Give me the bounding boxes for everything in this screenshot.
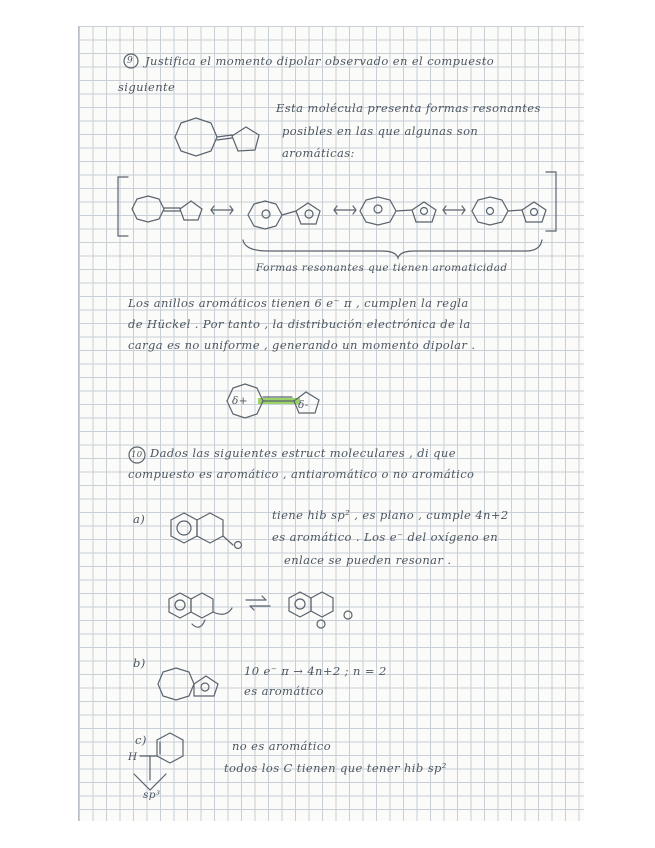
q10-c-line1: no es aromático xyxy=(232,739,332,753)
q10-part-a-label: a) xyxy=(133,512,146,526)
q10-c-sp3-label: sp³ xyxy=(143,789,161,801)
coumarin-molecule xyxy=(171,513,242,549)
resonance-bracket-left xyxy=(118,177,128,236)
q10-part-b-label: b) xyxy=(133,656,146,670)
q9-number: 9 xyxy=(127,56,134,66)
q10-prompt-line1: Dados las siguientes estruct moleculares , di que xyxy=(150,446,456,460)
q9-prompt-line2: siguiente xyxy=(118,80,176,94)
resonance-bracket-right xyxy=(546,172,556,231)
q9-paragraph-line2: de Hückel . Por tanto , la distribución electrónica de la xyxy=(128,317,471,331)
resonance-structures xyxy=(132,196,546,229)
q10-prompt-line2: compuesto es aromático , antiaromático o no aromático xyxy=(128,467,475,481)
q10-b-line2: es aromático xyxy=(244,684,324,698)
q10-c-line2: todos los C tienen que tener hib sp² xyxy=(224,761,447,775)
coumarin-resonance xyxy=(169,592,352,628)
q9-note-line3: aromáticas: xyxy=(282,146,355,160)
q9-paragraph-line3: carga es no uniforme , generando un momento dipolar . xyxy=(128,338,476,352)
q10-number: 10 xyxy=(131,450,143,460)
dipole-positive-label: δ+ xyxy=(232,395,248,407)
q9-brace-label: Formas resonantes que tienen aromaticidad xyxy=(256,262,508,274)
heptafulvalene-molecule xyxy=(175,118,217,156)
q10-b-line1: 10 e⁻ π → 4n+2 ; n = 2 xyxy=(244,664,387,678)
q9-prompt-line1: Justifica el momento dipolar observado en el compuesto xyxy=(145,54,495,68)
q10-a-line3: enlace se pueden resonar . xyxy=(284,553,452,567)
dipole-negative-label: δ- xyxy=(298,399,309,411)
q10-a-line1: tiene hib sp² , es plano , cumple 4n+2 xyxy=(272,508,509,522)
bicyclic-molecule xyxy=(158,668,218,700)
q9-note-line2: posibles en las que algunas son xyxy=(282,124,479,138)
q10-part-c-label: c) xyxy=(135,733,147,747)
q10-c-hydrogen-label: H xyxy=(128,751,138,763)
q10-a-line2: es aromático . Los e⁻ del oxígeno en xyxy=(272,530,499,544)
q9-paragraph-line1: Los anillos aromáticos tienen 6 e⁻ π , cumplen la regla xyxy=(128,296,469,310)
aromatic-forms-brace xyxy=(243,240,542,258)
q9-note-line1: Esta molécula presenta formas resonantes xyxy=(276,101,541,115)
